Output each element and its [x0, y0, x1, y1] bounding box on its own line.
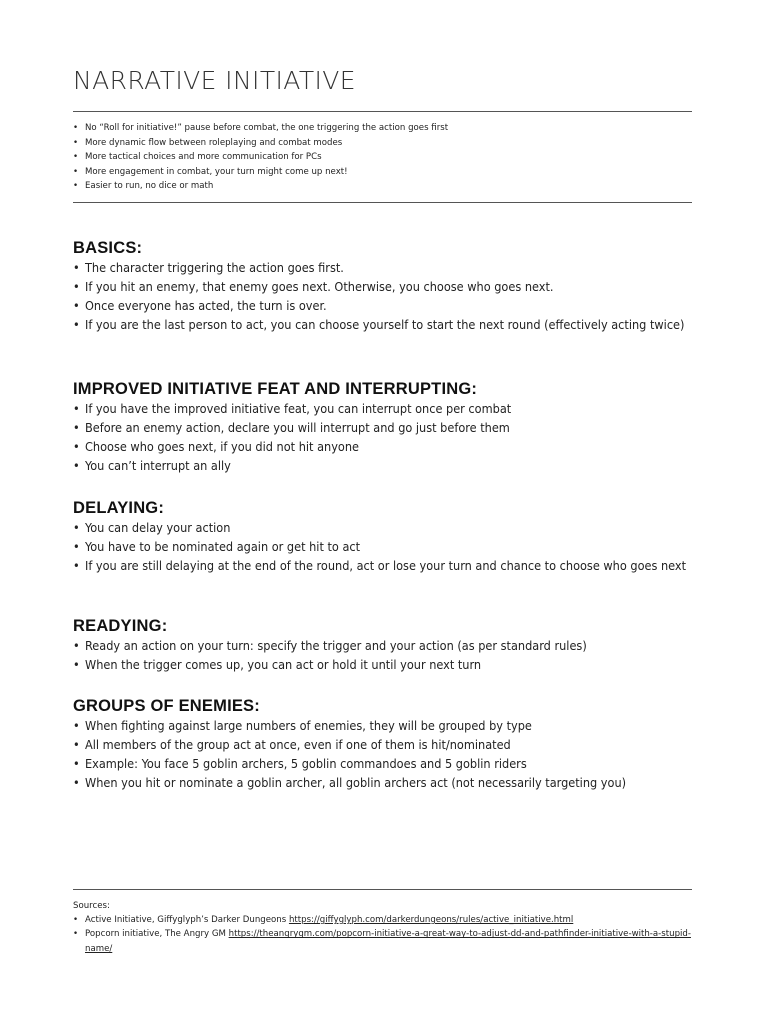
list-item-text: When fighting against large numbers of enemies, they will be grouped by type [85, 718, 532, 733]
list-item [73, 277, 703, 296]
section-heading: IMPROVED INITIATIVE FEAT AND INTERRUPTING: [73, 380, 478, 398]
intro-item-text: More tactical choices and more communication for PCs [85, 152, 322, 163]
intro-item-text: No “Roll for initiative!” pause before combat, the one triggering the action goes first [85, 123, 449, 133]
section-list [73, 399, 703, 475]
bullet-icon: • [73, 260, 80, 275]
section-delaying [73, 498, 703, 575]
bullet-icon: • [73, 166, 79, 177]
list-item [73, 735, 703, 754]
bullet-icon: • [73, 539, 80, 554]
intro-item [73, 165, 692, 180]
intro-item [73, 136, 692, 151]
list-item-text: When the trigger comes up, you can act or hold it until your next turn [85, 657, 482, 672]
intro-item-text: Easier to run, no dice or math [85, 181, 214, 192]
sources-block [73, 900, 703, 956]
intro-list [73, 121, 692, 194]
bullet-icon: • [73, 137, 79, 148]
section-improved-initiative [73, 379, 703, 475]
list-item [73, 537, 703, 556]
list-item-text: All members of the group act at once, even if one of them is hit/nominated [85, 737, 511, 752]
bullet-icon: • [73, 123, 79, 133]
intro-item [73, 150, 692, 165]
bullet-icon: • [73, 558, 80, 573]
list-item-text: You can delay your action [85, 520, 231, 535]
bullet-icon: • [73, 317, 80, 332]
section-list [73, 258, 703, 334]
list-item-text: You have to be nominated again or get hit to act [85, 539, 361, 554]
list-item-text: Before an enemy action, declare you will interrupt and go just before them [85, 420, 510, 435]
bullet-icon: • [73, 401, 80, 416]
list-item [73, 716, 703, 735]
bullet-icon: • [73, 298, 80, 313]
intro-item-text: More dynamic flow between roleplaying and combat modes [85, 137, 343, 148]
list-item [73, 258, 703, 277]
list-item [73, 518, 703, 537]
document-title: NARRATIVE INITIATIVE [73, 66, 356, 95]
bullet-icon: • [73, 657, 80, 672]
source-text: Popcorn initiative, The Angry GM [85, 929, 229, 940]
list-item-text: You can’t interrupt an ally [85, 458, 231, 473]
list-item [73, 418, 703, 437]
list-item [73, 315, 703, 334]
bullet-icon: • [73, 737, 80, 752]
section-readying [73, 616, 703, 674]
intro-item [73, 179, 692, 194]
source-text: Active Initiative, Giffyglyph’s Darker Dungeons [85, 915, 289, 925]
sources-label: Sources: [73, 901, 110, 911]
list-item [73, 556, 703, 575]
bullet-icon: • [73, 915, 79, 925]
list-item [73, 754, 703, 773]
list-item [73, 636, 703, 655]
section-heading: READYING: [73, 617, 168, 635]
list-item [73, 655, 703, 674]
bullet-icon: • [73, 775, 80, 790]
intro-item-text: More engagement in combat, your turn might come up next! [85, 166, 348, 177]
list-item-text: Once everyone has acted, the turn is over. [85, 298, 327, 313]
list-item [73, 437, 703, 456]
list-item-text: If you are the last person to act, you can choose yourself to start the next round (effectively acting twice) [85, 317, 685, 332]
intro-divider [73, 202, 692, 203]
list-item-text: If you have the improved initiative feat, you can interrupt once per combat [85, 401, 512, 416]
section-list [73, 636, 703, 674]
source-item [73, 927, 703, 956]
list-item-text: If you are still delaying at the end of the round, act or lose your turn and chance to choose who goes next [85, 558, 687, 573]
list-item-text: The character triggering the action goes first. [85, 260, 344, 275]
section-groups-of-enemies [73, 696, 703, 792]
bullet-icon: • [73, 929, 79, 940]
bullet-icon: • [73, 181, 79, 192]
title-divider [73, 111, 692, 112]
bullet-icon: • [73, 439, 80, 454]
list-item [73, 296, 703, 315]
section-heading: GROUPS OF ENEMIES: [73, 697, 260, 715]
list-item-text: When you hit or nominate a goblin archer, all goblin archers act (not necessarily targeting you) [85, 775, 627, 790]
bullet-icon: • [73, 279, 80, 294]
list-item [73, 456, 703, 475]
intro-item [73, 121, 692, 136]
list-item-text: Ready an action on your turn: specify the trigger and your action (as per standard rules) [85, 638, 587, 653]
bullet-icon: • [73, 420, 80, 435]
section-list [73, 716, 703, 792]
list-item-text: Choose who goes next, if you did not hit anyone [85, 439, 359, 454]
list-item-text: If you hit an enemy, that enemy goes next. Otherwise, you choose who goes next. [85, 279, 554, 294]
bullet-icon: • [73, 756, 80, 771]
list-item [73, 773, 703, 792]
sources-list [73, 913, 703, 956]
sources-divider [73, 889, 692, 890]
bullet-icon: • [73, 152, 79, 163]
bullet-icon: • [73, 458, 80, 473]
bullet-icon: • [73, 638, 80, 653]
section-list [73, 518, 703, 575]
section-basics [73, 238, 703, 334]
source-link[interactable]: https://giffyglyph.com/darkerdungeons/rules/active_initiative.html [288, 915, 574, 925]
list-item-text: Example: You face 5 goblin archers, 5 goblin commandoes and 5 goblin riders [85, 756, 527, 771]
list-item [73, 399, 703, 418]
section-heading: DELAYING: [73, 499, 165, 517]
bullet-icon: • [73, 520, 80, 535]
section-heading: BASICS: [73, 239, 143, 257]
source-link[interactable]: https://theangrygm.com/popcorn-initiative-a-great-way-to-adjust-dd-and-pathfinder-initiative-with-a-stupid-name/ [85, 929, 691, 954]
bullet-icon: • [73, 718, 80, 733]
source-item [73, 913, 703, 927]
